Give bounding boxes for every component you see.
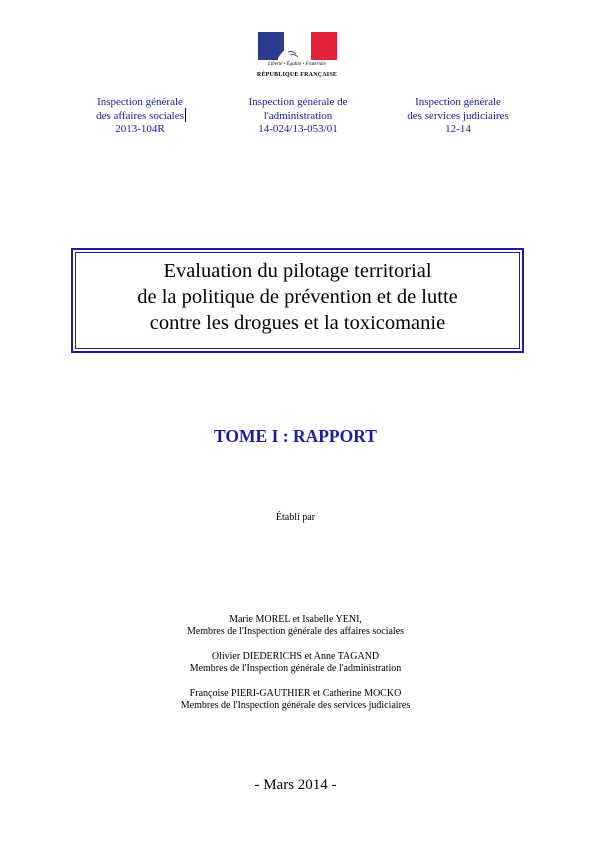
inspection-line2: l'administration — [263, 109, 333, 122]
inspection-line1: Inspection générale — [97, 96, 183, 108]
authors-iga-names: Olivier DIEDERICHS et Anne TAGAND — [211, 651, 380, 662]
report-date: - Mars 2014 - — [254, 777, 337, 793]
inspection-line1: Inspection générale de — [248, 96, 348, 108]
title-box — [71, 248, 524, 353]
logo-motto: Liberté • Égalité • Fraternité — [268, 62, 326, 67]
text-cursor — [185, 108, 186, 122]
authors-igas-names: Marie MOREL et Isabelle YENI, — [229, 614, 362, 625]
authors-iga-role: Membres de l'Inspection générale de l'administration — [189, 663, 402, 674]
title-line-2: de la politique de prévention et de lutte — [137, 286, 458, 308]
inspection-igas — [65, 96, 215, 137]
title-line-3: contre les drogues et la toxicomanie — [149, 312, 446, 334]
inspection-line1: Inspection générale — [415, 96, 501, 108]
inspection-iga — [223, 96, 373, 137]
established-by: Établi par — [275, 512, 316, 523]
authors-igas-role: Membres de l'Inspection générale des affaires sociales — [186, 626, 405, 637]
authors-igsj-role: Membres de l'Inspection générale des services judiciaires — [180, 700, 411, 711]
republique-francaise-logo — [251, 30, 343, 82]
inspection-line2: des services judiciaires — [407, 109, 509, 122]
marianne-flag-icon — [258, 32, 337, 60]
title-line-1: Evaluation du pilotage territorial — [163, 260, 432, 282]
authors-igsj-names: Françoise PIERI-GAUTHIER et Catherine MOCKO — [189, 688, 402, 699]
tome-heading: TOME I : RAPPORT — [214, 426, 377, 446]
inspection-ref: 14-024/13-053/01 — [258, 123, 338, 135]
inspection-line2: des affaires sociales — [96, 109, 184, 122]
logo-republique-francaise: RÉPUBLIQUE FRANÇAISE — [256, 72, 338, 78]
inspection-ref: 12-14 — [445, 123, 471, 135]
inspection-ref: 2013-104R — [115, 123, 165, 135]
inspection-igsj — [383, 96, 533, 137]
